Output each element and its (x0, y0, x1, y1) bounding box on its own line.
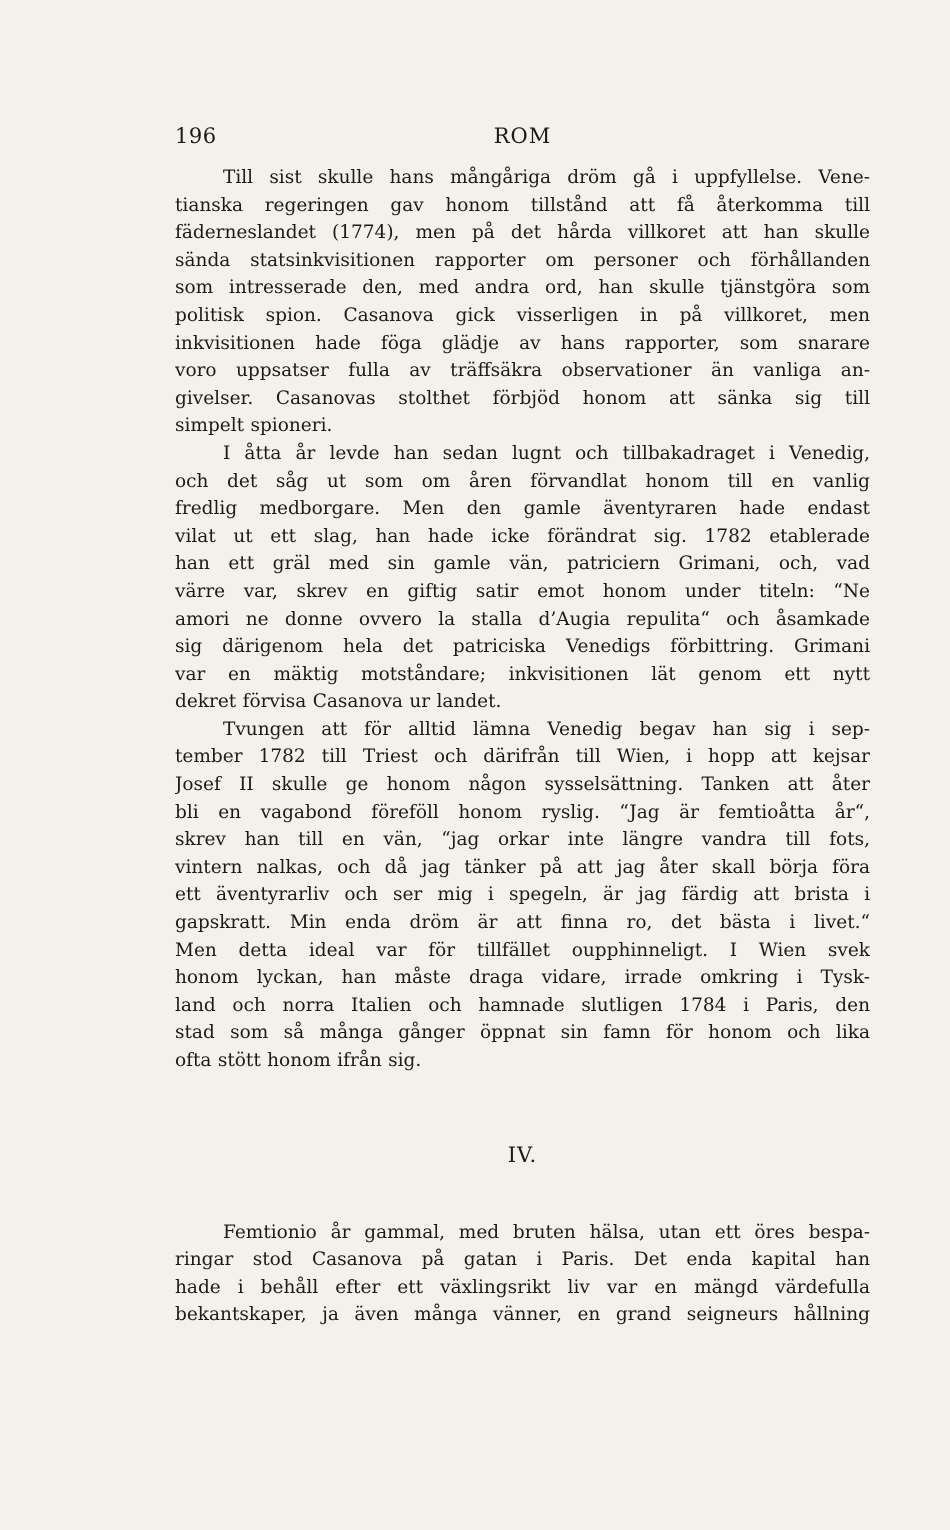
text-line: simpelt spioneri. (175, 415, 333, 437)
text-line: ringar stod Casanova på gatan i Paris. Det enda kapital han (175, 1249, 870, 1271)
text-line: fredlig medborgare. Men den gamle äventyraren hade endast (175, 498, 870, 520)
text-line: voro uppsatser fulla av träffsäkra observationer än vanliga an- (175, 360, 870, 382)
paragraph-3 (175, 716, 870, 1075)
text-line: amori ne donne ovvero la stalla d’Augia repulita“ och åsamkade (175, 608, 870, 630)
text-line: ofta stött honom ifrån sig. (175, 1050, 422, 1071)
running-title: ROM (493, 124, 552, 148)
text-line: sig därigenom hela det patriciska Venedigs förbittring. Grimani (175, 636, 870, 658)
text-line: stad som så många gånger öppnat sin famn för honom och lika (175, 1022, 870, 1044)
page-number: 196 (175, 124, 217, 148)
section-heading: IV. (507, 1142, 538, 1167)
text-line: var en mäktig motståndare; inkvisitionen lät genom ett nytt (175, 663, 870, 685)
text-line: fäderneslandet (1774), men på det hårda villkoret att han skulle (175, 222, 870, 244)
text-line: vilat ut ett slag, han hade icke förändrat sig. 1782 etablerade (175, 525, 870, 547)
text-line: Men detta ideal var för tillfället oupphinneligt. I Wien svek (175, 939, 870, 961)
text-line: givelser. Casanovas stolthet förbjöd honom att sänka sig till (175, 387, 870, 409)
text-line: han ett gräl med sin gamle vän, patriciern Grimani, och, vad (175, 553, 870, 575)
paragraph-2 (175, 440, 870, 716)
text-line: värre var, skrev en giftig satir emot honom under titeln: “Ne (175, 580, 870, 602)
paragraph-4 (175, 1219, 870, 1329)
text-line: gapskratt. Min enda dröm är att finna ro, det bästa i livet.“ (175, 912, 870, 934)
text-line: hade i behåll efter ett växlingsrikt liv var en mängd värdefulla (175, 1276, 870, 1298)
text-line: som intresserade den, med andra ord, han skulle tjänstgöra som (175, 277, 870, 299)
text-line: och det såg ut som om åren förvandlat honom till en vanlig (175, 470, 870, 492)
text-line: politisk spion. Casanova gick visserligen in på villkoret, men (175, 304, 870, 326)
text-line: land och norra Italien och hamnade slutligen 1784 i Paris, den (175, 994, 870, 1016)
text-line: honom lyckan, han måste draga vidare, irrade omkring i Tysk- (175, 967, 870, 989)
running-head (175, 124, 870, 158)
text-line: Till sist skulle hans mångåriga dröm gå i uppfyllelse. Vene- (223, 167, 870, 188)
text-line: bli en vagabond föreföll honom ryslig. “Jag är femtioåtta år“, (175, 801, 870, 823)
text-line: sända statsinkvisitionen rapporter om personer och förhållanden (175, 249, 870, 271)
book-page (175, 124, 870, 1329)
text-line: dekret förvisa Casanova ur landet. (175, 691, 502, 713)
text-line: Josef II skulle ge honom någon sysselsättning. Tanken att åter (175, 774, 870, 796)
text-line: I åtta år levde han sedan lugnt och tillbakadraget i Venedig, (223, 442, 870, 464)
text-line: tianska regeringen gav honom tillstånd att få återkomma till (175, 194, 870, 216)
text-line: Femtionio år gammal, med bruten hälsa, utan ett öres bespa- (223, 1221, 870, 1243)
text-line: ett äventyrarliv och ser mig i spegeln, är jag färdig att brista i (175, 884, 870, 906)
text-line: vintern nalkas, och då jag tänker på att jag åter skall börja föra (175, 856, 870, 878)
paragraph-1 (175, 164, 870, 440)
text-line: skrev han till en vän, “jag orkar inte längre vandra till fots, (175, 829, 870, 851)
text-line: inkvisitionen hade föga glädje av hans rapporter, som snarare (175, 332, 870, 354)
text-line: Tvungen att för alltid lämna Venedig begav han sig i sep- (223, 718, 870, 740)
text-line: bekantskaper, ja även många vänner, en grand seigneurs hållning (175, 1304, 870, 1326)
text-line: tember 1782 till Triest och därifrån till Wien, i hopp att kejsar (175, 746, 870, 768)
